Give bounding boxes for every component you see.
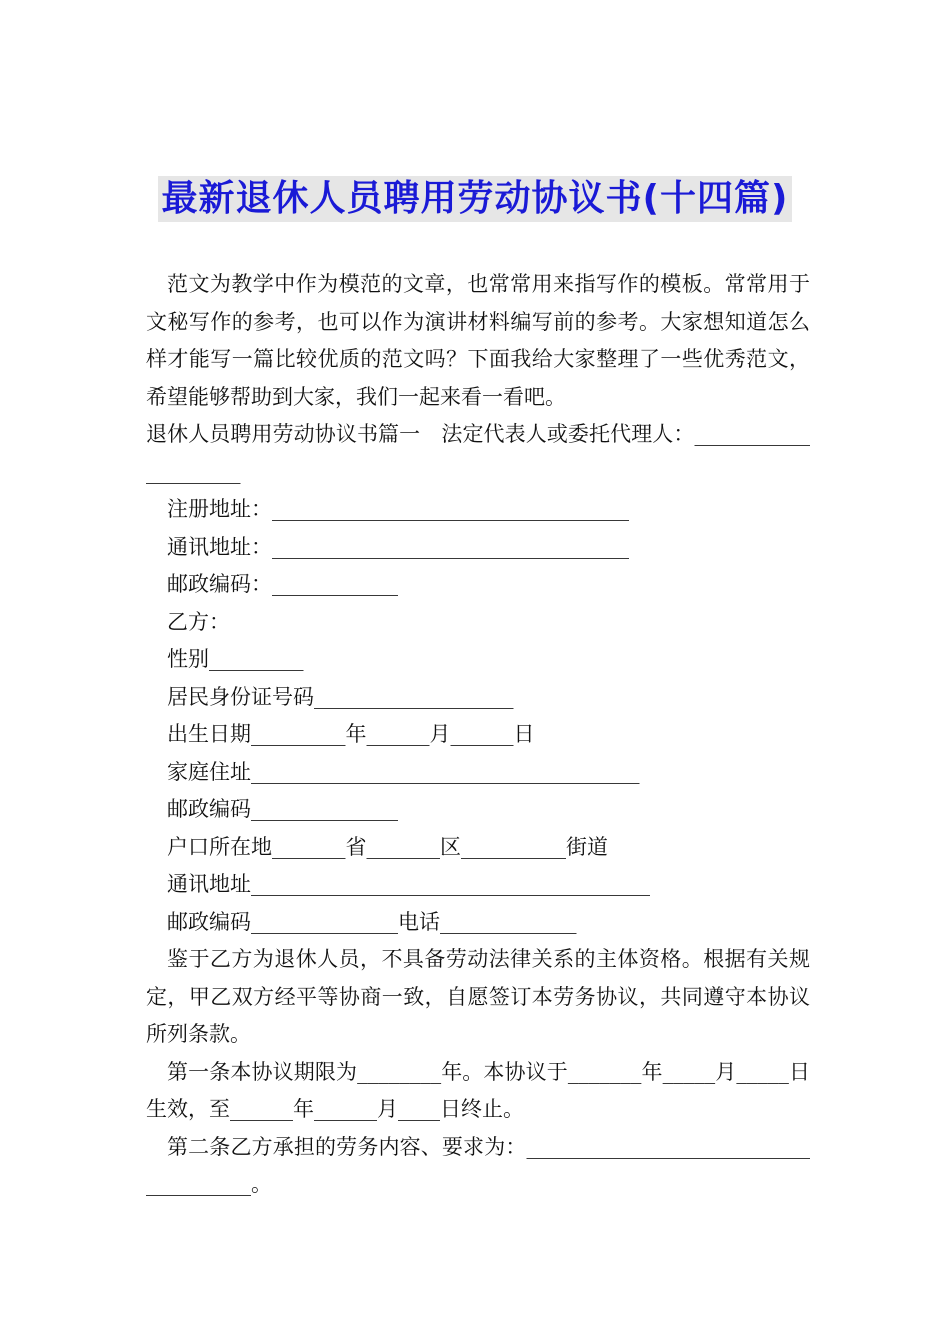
party-b-mailing-address-line: 通讯地址______________________________________ (167, 872, 650, 896)
clause-intro-paragraph: 鉴于乙方为退休人员，不具备劳动法律关系的主体资格。根据有关规定，甲乙双方经平等协商一致，自愿签订本劳务协议，共同遵守本协议所列条款。 (146, 947, 810, 1046)
id-number-line: 居民身份证号码___________________ (167, 684, 514, 709)
clause-2-paragraph: 第二条乙方承担的劳务内容、要求为：_____________________________________。 (146, 1134, 810, 1196)
postal-code-line: 邮政编码：____________ (167, 572, 398, 596)
party-b-postal-code-line: 邮政编码______________ (167, 797, 398, 821)
household-registration-line: 户口所在地_______省_______区__________街道 (167, 834, 608, 859)
birth-date-line: 出生日期_________年______月______日 (167, 722, 535, 746)
registered-address-line: 注册地址：__________________________________ (167, 497, 629, 521)
party-b-label: 乙方： (167, 609, 230, 634)
postal-code-phone-line: 邮政编码______________电话_____________ (167, 909, 577, 934)
home-address-line: 家庭住址_____________________________________ (167, 759, 640, 784)
title-container (0, 176, 950, 222)
gender-line: 性别_________ (167, 647, 304, 671)
intro-paragraph: 范文为教学中作为模范的文章，也常常用来指写作的模板。常常用于文秘写作的参考，也可以作为演讲材料编写前的参考。大家想知道怎么样才能写一篇比较优质的范文吗？下面我给大家整理了一些优秀范文，希望能够帮助到大家，我们一起来看一看吧。 (146, 272, 810, 409)
document-body (146, 266, 810, 1204)
clause-1-paragraph: 第一条本协议期限为________年。本协议于_______年_____月_____日生效，至______年______月____日终止。 (146, 1059, 810, 1121)
document-title: 最新退休人员聘用劳动协议书(十四篇) (158, 176, 793, 222)
section-heading: 退休人员聘用劳动协议书篇一 法定代表人或委托代理人：____________________ (146, 422, 810, 484)
mailing-address-line: 通讯地址：__________________________________ (167, 534, 629, 559)
